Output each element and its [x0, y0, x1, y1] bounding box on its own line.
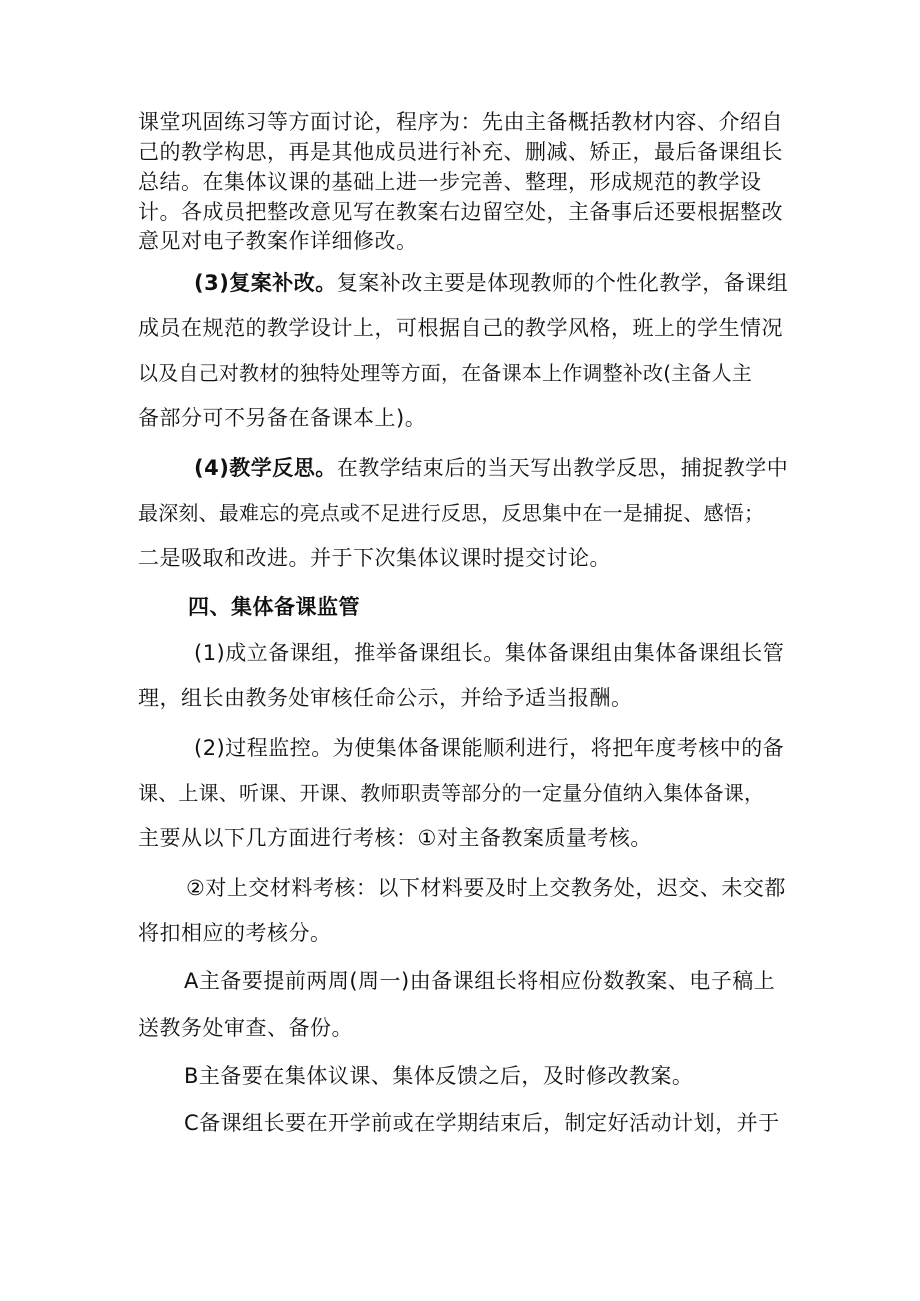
paragraph-line: 以及自己对教材的独特处理等方面，在备课本上作调整补改(主备人主 [138, 361, 753, 385]
paragraph-line: 将扣相应的考核分。 [138, 921, 332, 945]
item-label: (4)教学反思。 [194, 456, 337, 480]
item-text: 在教学结束后的当天写出教学反思，捕捉教学中 [336, 456, 789, 480]
paragraph-line: 送教务处审查、备份。 [138, 1016, 353, 1040]
paragraph-line [194, 453, 794, 483]
paragraph-line: 主要从以下几方面进行考核：①对主备教案质量考核。 [138, 826, 652, 850]
paragraph-line: 计。各成员把整改意见写在教案右边留空处，主备事后还要根据整改 [138, 200, 783, 224]
paragraph-line: 成员在规范的教学设计上，可根据自己的教学风格，班上的学生情况 [138, 316, 783, 340]
paragraph-line: ②对上交材料考核：以下材料要及时上交教务处，迟交、未交都 [186, 876, 786, 900]
paragraph-line: 总结。在集体议课的基础上进一步完善、整理，形成规范的教学设 [138, 170, 762, 194]
paragraph-line: 己的教学构思，再是其他成员进行补充、删减、矫正，最后备课组长 [138, 140, 783, 164]
item-text: 复案补改主要是体现教师的个性化教学，备课组 [336, 271, 789, 295]
paragraph-line: 意见对电子教案作详细修改。 [138, 229, 418, 253]
paragraph-line: A主备要提前两周(周一)由备课组长将相应份数教案、电子稿上 [184, 969, 776, 993]
paragraph-line [194, 268, 794, 298]
paragraph-line: 课、上课、听课、开课、教师职责等部分的一定量分值纳入集体备课， [138, 781, 765, 805]
paragraph-line: C备课组长要在开学前或在学期结束后，制定好活动计划，并于 [184, 1111, 780, 1135]
paragraph-line: 备部分可不另备在备课本上)。 [138, 406, 427, 430]
paragraph-line: B主备要在集体议课、集体反馈之后，及时修改教案。 [184, 1064, 694, 1088]
paragraph-line: 二是吸取和改进。并于下次集体议课时提交讨论。 [138, 546, 611, 570]
paragraph-line: 最深刻、最难忘的亮点或不足进行反思，反思集中在一是捕捉、感悟； [138, 501, 765, 525]
paragraph-line: 课堂巩固练习等方面讨论，程序为：先由主备概括教材内容、介绍自 [138, 110, 783, 134]
paragraph-line: 理，组长由教务处审核任命公示，并给予适当报酬。 [138, 686, 633, 710]
item-label: (3)复案补改。 [194, 271, 337, 295]
paragraph-line: (1)成立备课组，推举备课组长。集体备课组由集体备课组长管 [194, 641, 785, 665]
section-heading: 四、集体备课监管 [188, 595, 360, 619]
paragraph-line: (2)过程监控。为使集体备课能顺利进行，将把年度考核中的备 [194, 736, 785, 760]
